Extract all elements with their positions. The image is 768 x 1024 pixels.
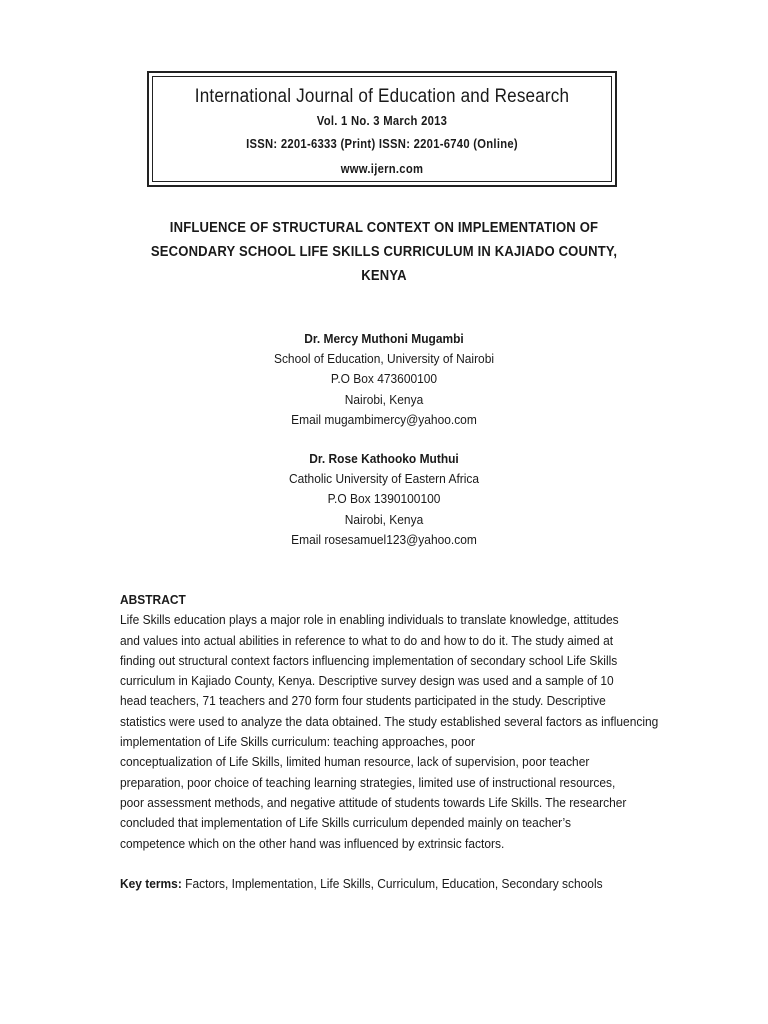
abstract-line: curriculum in Kajiado County, Kenya. Descriptive survey design was used and a sample of 10 (120, 673, 614, 689)
journal-header-box (147, 71, 617, 187)
key-terms (120, 874, 709, 894)
abstract-line: competence which on the other hand was influenced by extrinsic factors. (120, 835, 505, 851)
paper-title-line: SECONDARY SCHOOL LIFE SKILLS CURRICULUM IN KAJIADO COUNTY, (150, 244, 618, 260)
key-terms-label: Key terms: (120, 876, 182, 891)
journal-issn: ISSN: 2201-6333 (Print) ISSN: 2201-6740 (Online) (246, 137, 518, 151)
abstract-line: statistics were used to analyze the data obtained. The study established several factors as influencing (120, 713, 659, 729)
abstract-line: Life Skills education plays a major role in enabling individuals to translate knowledge, attitudes (120, 612, 619, 628)
abstract-line: poor assessment methods, and negative attitude of students towards Life Skills. The researcher (120, 794, 627, 810)
journal-header-inner (152, 76, 612, 182)
abstract-line: finding out structural context factors influencing implementation of secondary school Life Skills (120, 652, 618, 668)
journal-title: International Journal of Education and Research (194, 86, 570, 107)
author-city: Nairobi, Kenya (344, 511, 424, 527)
paper-title (128, 216, 639, 288)
author-affiliation: School of Education, University of Nairobi (273, 351, 495, 367)
author-affiliation: Catholic University of Eastern Africa (288, 471, 480, 487)
abstract-line: and values into actual abilities in reference to what to do and how to do it. The study aimed at (120, 632, 614, 648)
author-block (215, 449, 554, 550)
journal-volume: Vol. 1 No. 3 March 2013 (316, 114, 448, 128)
author-email: Email rosesamuel123@yahoo.com (291, 531, 477, 547)
abstract-section (120, 590, 709, 854)
author-name: Dr. Rose Kathooko Muthui (309, 451, 459, 466)
author-city: Nairobi, Kenya (344, 391, 424, 407)
abstract-line: concluded that implementation of Life Skills curriculum depended mainly on teacher’s (120, 815, 571, 831)
abstract-line: preparation, poor choice of teaching learning strategies, limited use of instructional resources, (120, 774, 616, 790)
journal-website: www.ijern.com (340, 162, 424, 176)
paper-title-line: KENYA (361, 268, 407, 284)
abstract-line: implementation of Life Skills curriculum: teaching approaches, poor (120, 734, 476, 750)
abstract-line: head teachers, 71 teachers and 270 form four students participated in the study. Descriptive (120, 693, 606, 709)
author-po-box: P.O Box 473600100 (330, 371, 438, 387)
author-email: Email mugambimercy@yahoo.com (291, 411, 477, 427)
abstract-heading: ABSTRACT (120, 592, 186, 607)
author-name: Dr. Mercy Muthoni Mugambi (304, 331, 464, 346)
author-block (215, 329, 554, 430)
paper-title-line: INFLUENCE OF STRUCTURAL CONTEXT ON IMPLEMENTATION OF (169, 220, 599, 236)
author-po-box: P.O Box 1390100100 (327, 491, 441, 507)
abstract-line: conceptualization of Life Skills, limited human resource, lack of supervision, poor teacher (120, 754, 590, 770)
key-terms-text: Factors, Implementation, Life Skills, Curriculum, Education, Secondary schools (181, 876, 603, 891)
